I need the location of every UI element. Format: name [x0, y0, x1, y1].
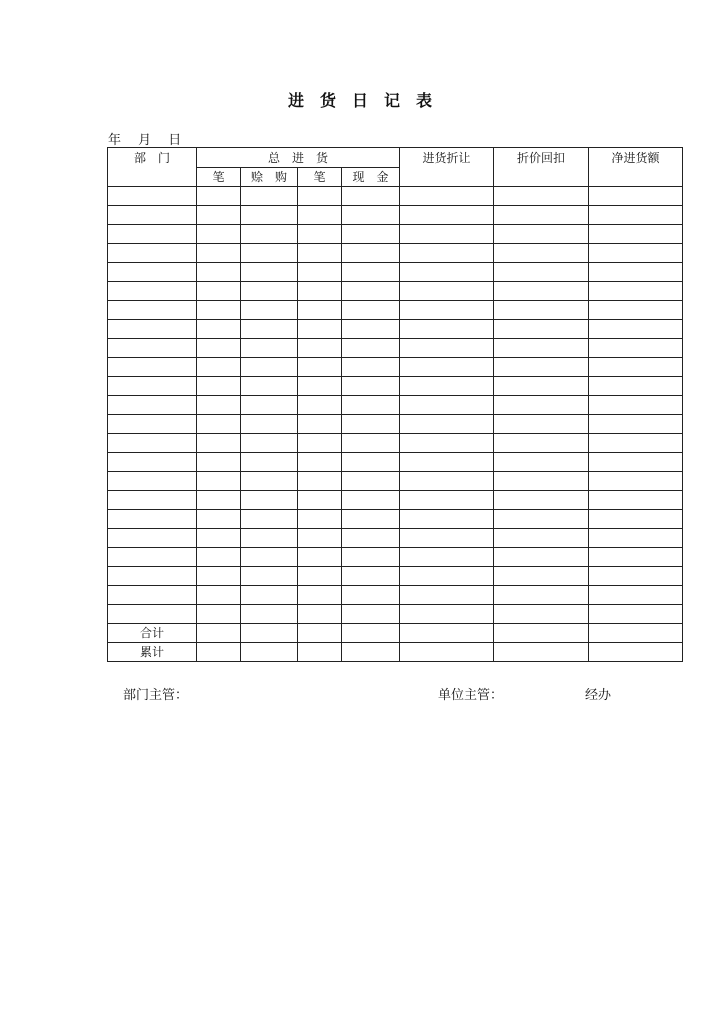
table-cell [241, 206, 298, 225]
table-cell [494, 263, 589, 282]
table-row [108, 244, 683, 263]
table-cell [197, 377, 241, 396]
table-cell [400, 396, 494, 415]
department-cell [108, 491, 197, 510]
table-cell [589, 586, 683, 605]
department-cell [108, 415, 197, 434]
table-cell [241, 358, 298, 377]
table-cell [197, 206, 241, 225]
table-cell [342, 377, 400, 396]
table-cell [494, 491, 589, 510]
summary-label-cell: 累计 [108, 643, 197, 662]
table-cell [241, 282, 298, 301]
table-cell [298, 339, 342, 358]
table-cell [241, 339, 298, 358]
table-cell [400, 529, 494, 548]
department-cell [108, 206, 197, 225]
table-row [108, 358, 683, 377]
table-cell [494, 605, 589, 624]
table-cell [241, 377, 298, 396]
table-cell [494, 529, 589, 548]
summary-label-cell: 合计 [108, 624, 197, 643]
table-cell [298, 415, 342, 434]
header-count-2: 笔 [298, 168, 342, 187]
table-cell [197, 472, 241, 491]
table-cell [494, 434, 589, 453]
header-net: 净进货额 [589, 148, 683, 187]
table-cell [298, 567, 342, 586]
table-cell [241, 567, 298, 586]
department-cell [108, 187, 197, 206]
table-cell [589, 434, 683, 453]
table-cell [241, 624, 298, 643]
department-cell [108, 263, 197, 282]
table-cell [589, 624, 683, 643]
header-rebate: 折价回扣 [494, 148, 589, 187]
table-row [108, 301, 683, 320]
table-cell [400, 453, 494, 472]
table-cell [342, 510, 400, 529]
table-cell [342, 339, 400, 358]
table-cell [494, 377, 589, 396]
header-department: 部 门 [108, 148, 197, 187]
department-cell [108, 434, 197, 453]
table-row [108, 434, 683, 453]
table-cell [589, 491, 683, 510]
header-discount: 进货折让 [400, 148, 494, 187]
table-cell [342, 624, 400, 643]
table-cell [241, 605, 298, 624]
table-cell [241, 396, 298, 415]
table-cell [494, 244, 589, 263]
table-cell [589, 529, 683, 548]
table-cell [400, 624, 494, 643]
department-cell [108, 301, 197, 320]
table-row [108, 187, 683, 206]
table-cell [342, 567, 400, 586]
department-cell [108, 567, 197, 586]
table-cell [400, 510, 494, 529]
table-cell [342, 396, 400, 415]
table-cell [589, 282, 683, 301]
table-cell [494, 415, 589, 434]
table-cell [197, 605, 241, 624]
table-cell [589, 548, 683, 567]
footer-unit-manager: 单位主管： [438, 688, 504, 703]
table-cell [400, 339, 494, 358]
table-cell [197, 491, 241, 510]
table-cell [400, 586, 494, 605]
table-cell [197, 320, 241, 339]
table-cell [494, 225, 589, 244]
table-cell [494, 548, 589, 567]
department-cell [108, 529, 197, 548]
table-row [108, 510, 683, 529]
table-cell [241, 225, 298, 244]
table-cell [298, 434, 342, 453]
table-cell [494, 358, 589, 377]
table-cell [400, 377, 494, 396]
table-cell [342, 453, 400, 472]
department-cell [108, 244, 197, 263]
table-cell [400, 282, 494, 301]
table-cell [589, 605, 683, 624]
department-cell [108, 453, 197, 472]
table-cell [342, 320, 400, 339]
table-row [108, 396, 683, 415]
table-cell [197, 358, 241, 377]
summary-row [108, 624, 683, 643]
table-cell [241, 187, 298, 206]
department-cell [108, 605, 197, 624]
table-cell [589, 396, 683, 415]
table-cell [197, 567, 241, 586]
table-cell [494, 187, 589, 206]
table-cell [400, 472, 494, 491]
table-cell [342, 301, 400, 320]
table-cell [400, 548, 494, 567]
table-cell [342, 434, 400, 453]
page-title: 进 货 日 记 表 [287, 91, 432, 110]
table-cell [400, 244, 494, 263]
table-cell [400, 187, 494, 206]
table-cell [241, 415, 298, 434]
table-cell [298, 244, 342, 263]
purchase-ledger-table [107, 147, 683, 662]
table-cell [197, 244, 241, 263]
table-cell [197, 263, 241, 282]
table-cell [298, 605, 342, 624]
table-cell [241, 510, 298, 529]
table-cell [494, 206, 589, 225]
table-cell [589, 567, 683, 586]
table-cell [298, 301, 342, 320]
table-cell [494, 339, 589, 358]
table-cell [400, 206, 494, 225]
table-row [108, 339, 683, 358]
table-cell [494, 624, 589, 643]
table-cell [298, 529, 342, 548]
table-cell [400, 605, 494, 624]
table-cell [298, 263, 342, 282]
table-row [108, 605, 683, 624]
table-cell [589, 358, 683, 377]
table-cell [494, 567, 589, 586]
table-cell [298, 358, 342, 377]
table-cell [494, 510, 589, 529]
table-cell [241, 434, 298, 453]
table-cell [400, 358, 494, 377]
table-cell [241, 491, 298, 510]
table-cell [589, 415, 683, 434]
table-cell [494, 320, 589, 339]
date-line: 年 月 日 [108, 133, 182, 148]
table-cell [241, 320, 298, 339]
table-cell [342, 225, 400, 244]
table-row [108, 282, 683, 301]
table-cell [197, 586, 241, 605]
table-cell [400, 263, 494, 282]
footer-dept-manager: 部门主管： [123, 688, 189, 703]
table-cell [197, 282, 241, 301]
department-cell [108, 510, 197, 529]
table-cell [589, 320, 683, 339]
department-cell [108, 396, 197, 415]
table-cell [298, 624, 342, 643]
table-cell [342, 491, 400, 510]
table-cell [298, 206, 342, 225]
department-cell [108, 358, 197, 377]
table-cell [342, 605, 400, 624]
table-cell [241, 301, 298, 320]
footer-handler: 经办 [585, 688, 612, 703]
table-cell [241, 244, 298, 263]
table-row [108, 491, 683, 510]
table-cell [494, 472, 589, 491]
table-cell [241, 586, 298, 605]
table-cell [298, 472, 342, 491]
table-cell [494, 282, 589, 301]
table-cell [197, 548, 241, 567]
table-cell [589, 244, 683, 263]
table-cell [589, 453, 683, 472]
department-cell [108, 339, 197, 358]
table-cell [298, 282, 342, 301]
table-row [108, 567, 683, 586]
table-row [108, 548, 683, 567]
table-cell [589, 377, 683, 396]
table-cell [197, 510, 241, 529]
header-cash: 现 金 [342, 168, 400, 187]
table-cell [197, 396, 241, 415]
table-cell [298, 453, 342, 472]
table-cell [400, 643, 494, 662]
table-row [108, 586, 683, 605]
table-cell [589, 225, 683, 244]
table-cell [197, 529, 241, 548]
table-cell [589, 206, 683, 225]
table-cell [298, 586, 342, 605]
table-cell [197, 643, 241, 662]
header-count-1: 笔 [197, 168, 241, 187]
table-row [108, 529, 683, 548]
table-cell [494, 396, 589, 415]
table-cell [241, 453, 298, 472]
table-cell [241, 548, 298, 567]
table-cell [298, 187, 342, 206]
table-row [108, 320, 683, 339]
table-cell [342, 206, 400, 225]
table-cell [342, 282, 400, 301]
table-cell [197, 624, 241, 643]
table-cell [298, 491, 342, 510]
table-cell [494, 643, 589, 662]
table-cell [298, 643, 342, 662]
table-cell [400, 415, 494, 434]
table-cell [494, 301, 589, 320]
table-row [108, 263, 683, 282]
table-cell [342, 548, 400, 567]
table-row [108, 206, 683, 225]
table-cell [298, 320, 342, 339]
table-cell [298, 396, 342, 415]
header-total-purchase: 总 进 货 [197, 148, 400, 168]
table-cell [589, 187, 683, 206]
table-cell [400, 301, 494, 320]
table-cell [298, 548, 342, 567]
table-cell [494, 453, 589, 472]
header-row-1 [108, 148, 683, 168]
department-cell [108, 225, 197, 244]
table-cell [241, 263, 298, 282]
table-cell [400, 225, 494, 244]
table-cell [197, 415, 241, 434]
table-row [108, 415, 683, 434]
table-cell [298, 510, 342, 529]
table-row [108, 453, 683, 472]
table-cell [197, 453, 241, 472]
table-cell [589, 301, 683, 320]
table-cell [298, 225, 342, 244]
table-cell [197, 301, 241, 320]
table-cell [589, 643, 683, 662]
header-credit-purchase: 赊 购 [241, 168, 298, 187]
department-cell [108, 472, 197, 491]
table-cell [400, 567, 494, 586]
table-cell [241, 643, 298, 662]
table-cell [589, 472, 683, 491]
table-row [108, 377, 683, 396]
table-cell [400, 491, 494, 510]
table-cell [589, 339, 683, 358]
table-cell [342, 529, 400, 548]
table-cell [589, 263, 683, 282]
table-cell [342, 415, 400, 434]
table-cell [400, 320, 494, 339]
table-cell [197, 339, 241, 358]
summary-row [108, 643, 683, 662]
table-cell [342, 187, 400, 206]
table-cell [342, 643, 400, 662]
department-cell [108, 548, 197, 567]
table-cell [342, 263, 400, 282]
table-cell [494, 586, 589, 605]
department-cell [108, 377, 197, 396]
table-cell [342, 586, 400, 605]
table-cell [400, 434, 494, 453]
table-cell [298, 377, 342, 396]
table-row [108, 472, 683, 491]
table-cell [342, 358, 400, 377]
table-cell [197, 434, 241, 453]
department-cell [108, 586, 197, 605]
table-cell [342, 472, 400, 491]
department-cell [108, 282, 197, 301]
table-cell [241, 472, 298, 491]
table-cell [589, 510, 683, 529]
table-row [108, 225, 683, 244]
department-cell [108, 320, 197, 339]
table-cell [197, 187, 241, 206]
table-cell [342, 244, 400, 263]
table-cell [197, 225, 241, 244]
table-cell [241, 529, 298, 548]
